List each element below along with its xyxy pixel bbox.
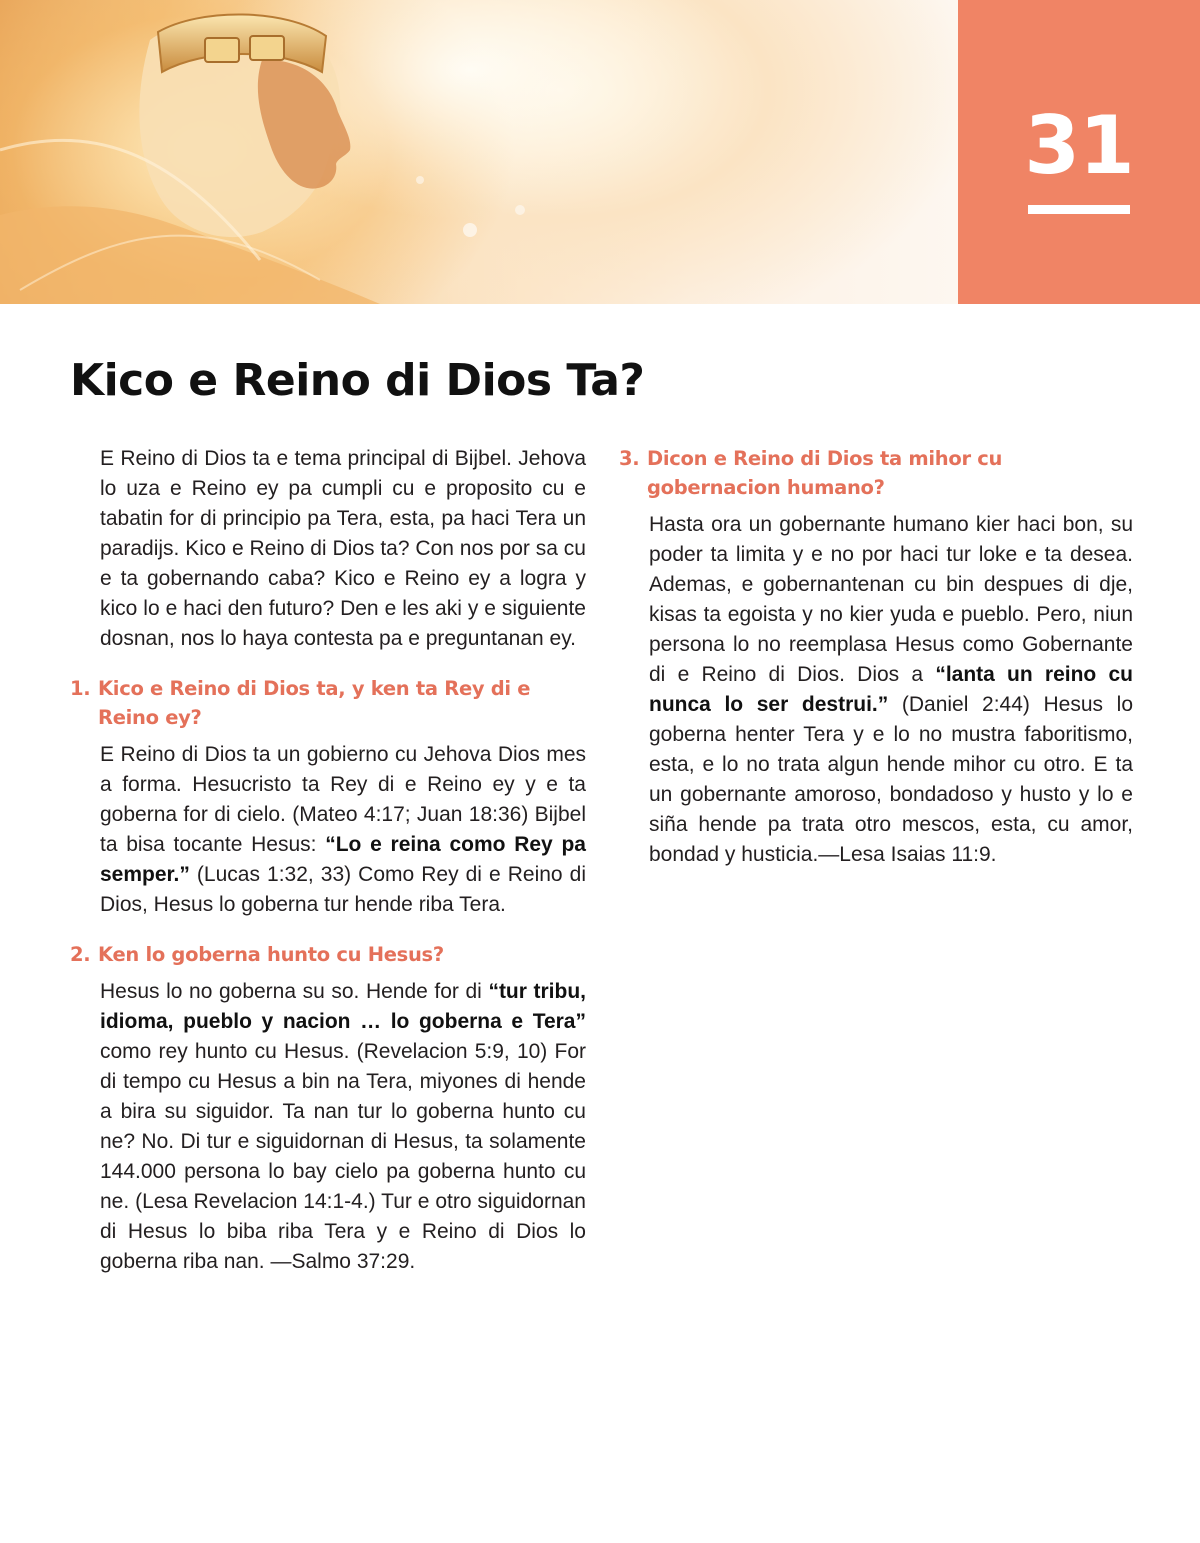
question-1-text: Kico e Reino di Dios ta, y ken ta Rey di e Reino ey? bbox=[98, 677, 531, 729]
answer-1-text: E Reino di Dios ta un gobierno cu Jehova Dios mes a forma. Hesucristo ta Rey di e Reino ey y e ta goberna for di cielo. (Mateo 4:17; Juan 18:36) Bijbel ta bisa tocante Hesus: bbox=[100, 743, 586, 856]
question-1-number: 1. bbox=[70, 677, 91, 700]
question-3-text: Dicon e Reino di Dios ta mihor cu gobernacion humano? bbox=[647, 447, 1003, 499]
answer-2-quote: “tur tribu, idioma, pueblo y nacion … lo goberna e Tera” bbox=[100, 980, 586, 1033]
intro-paragraph: E Reino di Dios ta e tema principal di Bijbel. Jehova lo uza e Reino ey pa cumpli cu e proposito cu e tabatin for di principio pa Tera, esta, pa haci Tera un paradijs. Kico e Reino di Dios ta? Con nos por sa cu e ta gobernando caba? Kico e Reino ey a logra y kico lo e haci den futuro? Den e les aki y e siguiente dosnan, nos lo haya contesta pa e preguntanan ey. bbox=[100, 447, 586, 650]
lesson-number: 31 bbox=[1024, 99, 1134, 192]
lesson-number-box bbox=[958, 0, 1200, 304]
answer-3-quote: “lanta un reino cu nunca lo ser destrui.” bbox=[649, 663, 1133, 716]
left-column bbox=[70, 444, 586, 1277]
answer-1-text-end: (Lucas 1:32, 33) Como Rey di e Reino di Dios, Hesus lo goberna tur hende riba Tera. bbox=[100, 863, 586, 916]
answer-3-paragraph bbox=[649, 510, 1133, 870]
king-illustration bbox=[0, 0, 958, 304]
lesson-number-underline bbox=[1028, 205, 1130, 214]
question-2-number: 2. bbox=[70, 943, 91, 966]
question-3 bbox=[619, 444, 1133, 502]
question-1 bbox=[70, 674, 586, 732]
answer-2-text-end: como rey hunto cu Hesus. (Revelacion 5:​9, 10) For di tempo cu Hesus a bin na Tera, miyones di hende a bira su siguidor. Ta nan tur lo goberna hunto cu ne? No. Di tur e siguidornan di Hesus, ta solamente 144.000 persona lo bay cielo pa goberna hunto cu ne. (Lesa Revelacion 14:1-4.) Tur e otro siguidornan di Hesus lo biba riba Tera y e Reino di Dios lo goberna riba nan. —Salmo 37:29. bbox=[100, 1040, 586, 1273]
answer-3-text-end: (Daniel 2:44) Hesus lo goberna henter Tera y e lo no mustra faboritismo, esta, e lo no trata algun hende mihor cu otro. E ta un gobernante amoroso, bondadoso y husto y lo e siña hende pa trata otro mescos, esta, cu amor, bondad y husticia.—Lesa Isaias 11:9. bbox=[649, 693, 1133, 866]
answer-1-quote: “Lo e reina como Rey pa semper.” bbox=[100, 833, 586, 886]
answer-1-paragraph bbox=[100, 740, 586, 920]
question-3-number: 3. bbox=[619, 447, 640, 470]
page-title: Kico e Reino di Dios Ta? bbox=[70, 355, 645, 406]
right-column bbox=[619, 444, 1133, 870]
answer-2-paragraph bbox=[100, 977, 586, 1277]
question-2-text: Ken lo goberna hunto cu Hesus? bbox=[98, 943, 444, 966]
question-2 bbox=[70, 940, 586, 969]
answer-2-text: Hesus lo no goberna su so. Hende for di bbox=[100, 980, 489, 1003]
header-image bbox=[0, 0, 958, 304]
answer-3-text: Hasta ora un gobernante humano kier haci bon, su poder ta limita y e no por haci tur loke e ta desea. Ademas, e gobernantenan cu bin despues di dje, kisas ta egoista y no kier yuda e pueblo. Pero, niun persona lo no reemplasa Hesus como Gobernante di e Reino di Dios. Dios a bbox=[649, 513, 1133, 686]
